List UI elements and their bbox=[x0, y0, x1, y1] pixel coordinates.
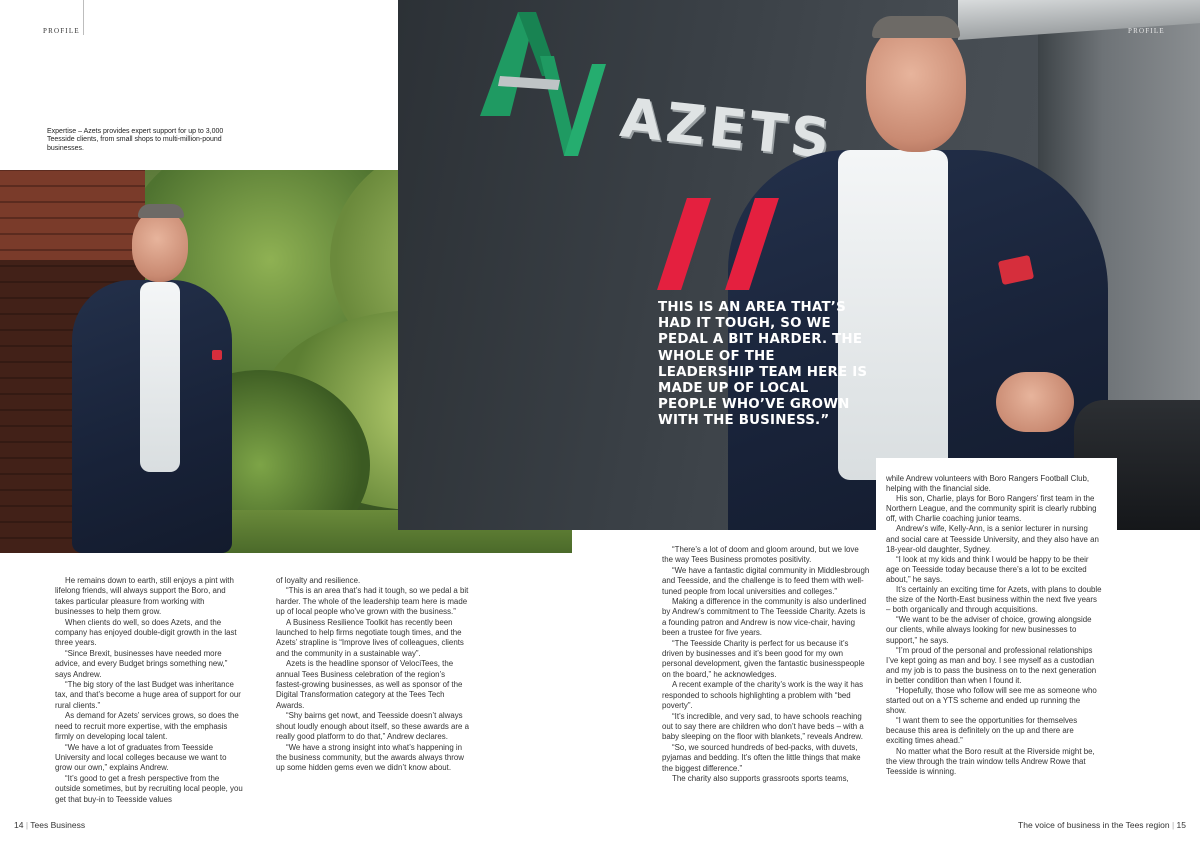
office-photo bbox=[398, 0, 1200, 530]
paragraph: Making a difference in the community is also underlined by Andrew’s commitment to The Teesside Charity. Azets is a founding patron and Andrew is now vice-chair, having been a trustee for five years. bbox=[662, 597, 867, 638]
page-number-left: 14 bbox=[14, 820, 24, 830]
right-footer: The voice of business in the Tees region | 15 bbox=[1018, 820, 1186, 830]
paragraph: “The Teesside Charity is perfect for us because it’s driven by businesses and it’s been good for my own personal development, given the fantastic businesspeople on the board,” he acknowledges. bbox=[662, 638, 865, 679]
paragraph: He remains down to earth, still enjoys a pint with lifelong friends, will always support the Boro, and takes particular pleasure from working with businesses to help them grow. bbox=[55, 576, 234, 617]
paragraph: When clients do well, so does Azets, and the company has enjoyed double-digit growth in the last three years. bbox=[55, 617, 237, 648]
right-running-head: PROFILE bbox=[1128, 27, 1165, 35]
paragraph: “We want to be the adviser of choice, growing alongside our clients, while always looking for new businesses to support,” he says. bbox=[886, 615, 1092, 645]
azets-logo-icon bbox=[470, 6, 610, 166]
paragraph: “There’s a lot of doom and gloom around, but we love the way Tees Business promotes positivity. bbox=[662, 545, 859, 565]
paragraph: Andrew’s wife, Kelly-Ann, is a senior lecturer in nursing and social care at Teesside University, and they also have an 18-year-old daughter, Sydney. bbox=[886, 524, 1099, 554]
paragraph: of loyalty and resilience. bbox=[276, 576, 361, 585]
body-column-1 bbox=[55, 576, 243, 805]
paragraph: “Since Brexit, businesses have needed more advice, and every Budget brings something new,” says Andrew. bbox=[55, 648, 228, 679]
paragraph: “So, we sourced hundreds of bed-packs, with duvets, pyjamas and bedding. It’s often the little things that make the biggest difference.” bbox=[662, 742, 861, 773]
left-footer: 14 | Tees Business bbox=[14, 820, 86, 830]
body-column-2 bbox=[276, 576, 471, 774]
paragraph: Azets is the headline sponsor of VelociTees, the annual Tees Business celebration of the region’s fastest-growing businesses, as well as sponsor of the Digital Transformation category at the Tees Tech Awards. bbox=[276, 659, 463, 710]
paragraph: A recent example of the charity’s work is the way it has responded to schools highlighting a problem with “bed poverty”. bbox=[662, 680, 864, 711]
paragraph: “I look at my kids and think I would be happy to be their age on Teesside today because there’s a lot to be excited about,” he says. bbox=[886, 554, 1089, 584]
paragraph: As demand for Azets’ services grows, so does the need to recruit more expertise, with the emphasis firmly on developing local talent. bbox=[55, 711, 239, 742]
paragraph: “Shy bairns get nowt, and Teesside doesn’t always shout loudly enough about itself, so these awards are a really good platform to do that,” Andrew declares. bbox=[276, 711, 470, 742]
page-number-right: 15 bbox=[1176, 820, 1186, 830]
photo-caption: Expertise – Azets provides expert support for up to 3,000 Teesside clients, from small shops to multi-million-pound businesses. bbox=[47, 128, 224, 152]
paragraph: “I want them to see the opportunities for themselves because this area is definitely on the up and there are exciting times ahead.” bbox=[886, 716, 1078, 746]
paragraph: “The big story of the last Budget was inheritance tax, and that’s become a huge area of support for our rural clients.” bbox=[55, 680, 241, 710]
paragraph: “We have a fantastic digital community in Middlesbrough and Teesside, and the challenge is to feed them with well-tuned people from local universities and colleges.” bbox=[662, 565, 870, 596]
pull-quote: THIS IS AN AREA THAT’S HAD IT TOUGH, SO WE PEDAL A BIT HARDER. THE WHOLE OF THE LEADERSHIP TEAM HERE IS MADE UP OF LOCAL PEOPLE WHO’VE GROWN WITH THE BUSINESS.” bbox=[658, 300, 868, 429]
paragraph: The charity also supports grassroots sports teams, bbox=[672, 773, 849, 783]
paragraph: It’s certainly an exciting time for Azets, with plans to double the size of the North-East business within the next five years – both organically and through acquisitions. bbox=[886, 585, 1102, 615]
left-header-rule bbox=[83, 0, 84, 35]
paragraph: “It’s incredible, and very sad, to have schools reaching out to say there are children who don’t have beds – with a baby sleeping on the floor with blankets,” reveals Andrew. bbox=[662, 711, 864, 742]
paragraph: No matter what the Boro result at the Riverside might be, the view through the train window tells Andrew Rowe that Teesside is winning. bbox=[886, 746, 1095, 776]
publication-title: Tees Business bbox=[30, 820, 86, 830]
paragraph: “We have a strong insight into what’s happening in the business community, but the awards always throw up some hidden gems even we didn’t know about. bbox=[276, 742, 464, 773]
paragraph: His son, Charlie, plays for Boro Rangers’ first team in the Northern League, and the community spirit is clearly rubbing off, with Charlie coaching junior teams. bbox=[886, 494, 1097, 524]
paragraph: A Business Resilience Toolkit has recently been launched to help firms negotiate tough times, and the Azets’ strapline is “Improve lives of colleagues, clients and the community in a sustainable way”. bbox=[276, 617, 464, 658]
left-running-head: PROFILE bbox=[43, 27, 80, 35]
publication-tagline: The voice of business in the Tees region bbox=[1018, 820, 1170, 830]
body-column-4 bbox=[886, 474, 1102, 777]
paragraph: “It’s good to get a fresh perspective from the outside sometimes, but by recruiting local people, you get that buy-in to Teesside values bbox=[55, 773, 243, 804]
paragraph: while Andrew volunteers with Boro Rangers Football Club, helping with the financial side. bbox=[886, 474, 1090, 494]
paragraph: “We have a lot of graduates from Teesside University and local colleges because we want to grow our own,” explains Andrew. bbox=[55, 742, 227, 773]
paragraph: “Hopefully, those who follow will see me as someone who started out on a YTS scheme and ended up running the show. bbox=[886, 685, 1097, 716]
paragraph: “This is an area that’s had it tough, so we pedal a bit harder. The whole of the leadership team here is made up of local people who’ve grown with the business.” bbox=[276, 586, 469, 617]
body-column-3 bbox=[662, 545, 870, 784]
azets-sign: AZETS bbox=[617, 86, 837, 171]
paragraph: “I’m proud of the personal and professional relationships I’ve kept going as man and boy. I see myself as a custodian and my job is to pass the business on to the next generation in better condition than when I found it. bbox=[886, 645, 1097, 685]
